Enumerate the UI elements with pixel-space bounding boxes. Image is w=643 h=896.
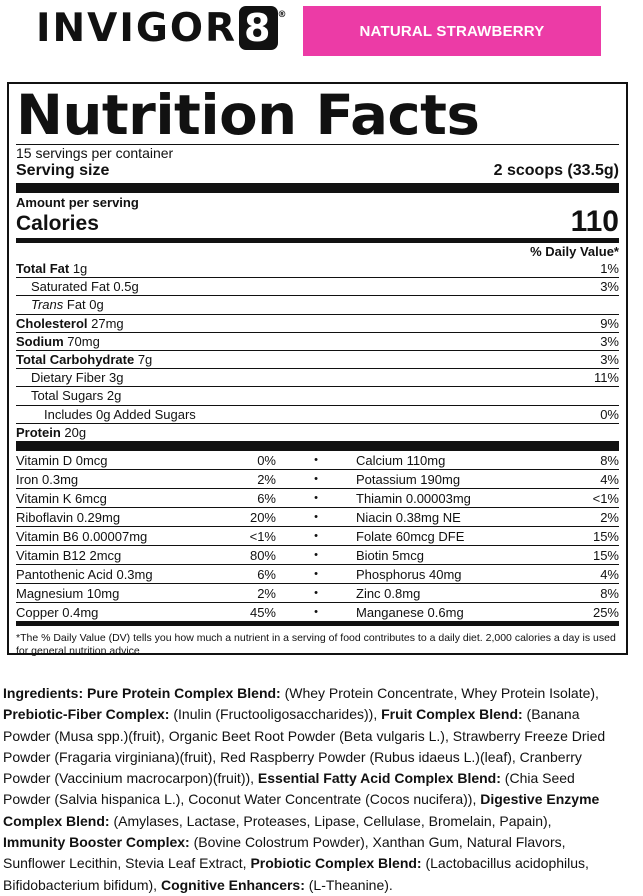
nutrient-amount: 7g	[134, 352, 153, 368]
nutrient-daily-value: 3%	[600, 279, 619, 295]
nutrient-amount: Includes 0g Added Sugars	[44, 406, 196, 422]
brand-logo	[36, 6, 289, 51]
bullet-separator: •	[276, 508, 356, 527]
mineral-daily-value: 4%	[541, 565, 619, 584]
mineral-name: Thiamin 0.00003mg	[356, 489, 541, 508]
ingredient-blend-contents: (Bovine Colostrum Powder), Xanthan Gum, Natural Flavors, Sunflower Lecithin, Stevia Leaf Extract,	[3, 834, 566, 872]
nutrition-facts-title: Nutrition Facts	[16, 83, 480, 147]
nutrient-row	[16, 314, 619, 332]
mineral-name: Zinc 0.8mg	[356, 584, 541, 603]
vitamin-name: Vitamin D 0mcg	[16, 452, 108, 468]
nutrient-amount: 1g	[69, 261, 88, 276]
nutrient-name-italic: Trans	[31, 297, 64, 313]
vitamin-row	[16, 508, 619, 527]
ingredients-text	[3, 683, 608, 896]
ingredient-blend-name: Cognitive Enhancers:	[160, 876, 305, 893]
vitamin-daily-value: 0%	[257, 452, 276, 468]
nutrient-name	[16, 424, 86, 441]
nutrient-daily-value: 9%	[600, 315, 619, 331]
ingredient-blend-name: Probiotic Complex Blend:	[250, 855, 422, 872]
mineral-name: Phosphorus 40mg	[356, 565, 541, 584]
nutrient-amount: Saturated Fat 0.5g	[31, 279, 139, 295]
mineral-name: Folate 60mcg DFE	[356, 527, 541, 546]
nutrient-daily-value: 0%	[600, 406, 619, 422]
vitamin-daily-value: 45%	[216, 603, 276, 622]
nutrient-name	[16, 260, 87, 277]
bullet-separator: •	[276, 565, 356, 584]
mineral-name: Calcium 110mg	[356, 452, 446, 468]
nutrient-row	[16, 332, 619, 350]
mineral-daily-value: 25%	[541, 603, 619, 622]
ingredient-blend-name: Ingredients: Pure Protein Complex Blend:	[3, 685, 281, 701]
nutrient-name-bold: Total Fat	[16, 261, 70, 276]
vitamin-daily-value: 6%	[216, 565, 276, 584]
nutrient-name	[16, 369, 123, 386]
ingredient-blend-name: Prebiotic-Fiber Complex:	[3, 706, 170, 723]
ingredient-blend-contents: (Banana Powder (Musa spp.)(fruit), Organic Beet Root Powder (Beta vulgaris L.), Strawberry Freeze Dried Powder (Fragaria virginiana)(fruit), Red Raspberry Powder (Rubus idaeus L.)(leaf), Cranberry Powder (Vaccinium macrocarpon)(fruit)),	[3, 706, 606, 787]
mineral-daily-value: 2%	[541, 508, 619, 527]
vitamin-name: Vitamin B12 2mcg	[16, 546, 216, 565]
serving-size-value: 2 scoops (33.5g)	[493, 162, 619, 179]
mineral-daily-value: 15%	[541, 527, 619, 546]
daily-value-footnote: *The % Daily Value (DV) tells you how much a nutrient in a serving of food contributes to a daily diet. 2,000 calories a day is used for general nutrition advice	[16, 632, 616, 658]
nutrient-row	[16, 423, 619, 441]
vitamin-row	[16, 470, 619, 489]
mineral-daily-value: 8%	[541, 584, 619, 603]
mineral-name: Manganese 0.6mg	[356, 603, 541, 622]
nutrition-facts-panel	[7, 82, 628, 658]
ingredient-blend-name: Digestive Enzyme Complex Blend:	[3, 791, 600, 829]
bullet-separator: •	[276, 470, 356, 489]
nutrient-name-bold: Cholesterol	[16, 315, 88, 331]
vitamin-row	[16, 527, 619, 546]
vitamin-daily-value: 80%	[216, 546, 276, 565]
serving-size-label: Serving size	[16, 162, 110, 179]
ingredient-blend-contents: (Amylases, Lactase, Proteases, Lipase, Cellulase, Bromelain, Papain),	[109, 812, 552, 829]
nutrient-name-bold: Sodium	[16, 333, 64, 349]
calories-label: Calories	[16, 212, 99, 235]
logo-text: INVIGOR	[36, 6, 238, 51]
nutrient-name	[16, 315, 124, 332]
vitamin-daily-value: <1%	[216, 527, 276, 546]
nutrient-name	[16, 351, 152, 368]
bullet-separator: •	[276, 546, 356, 565]
logo-eight-badge: 8	[239, 6, 277, 50]
ingredient-blend-name: Essential Fatty Acid Complex Blend:	[257, 770, 501, 787]
nutrient-amount: 20g	[60, 424, 87, 440]
vitamins-minerals-table	[16, 451, 619, 621]
calories-row	[16, 205, 619, 238]
vitamin-name: Iron 0.3mg	[16, 470, 216, 489]
vitamin-daily-value: 2%	[216, 470, 276, 489]
serving-size-row	[16, 161, 619, 183]
vitamin-name: Copper 0.4mg	[16, 603, 216, 622]
nutrient-row	[16, 260, 619, 277]
amount-per-serving: Amount per serving	[16, 195, 139, 210]
mineral-name: Potassium 190mg	[356, 470, 541, 489]
mineral-name: Biotin 5mcg	[356, 546, 541, 565]
nutrient-amount: 70mg	[63, 333, 100, 349]
nutrient-name	[16, 406, 196, 423]
ingredient-blend-contents: (Lactobacillus acidophilus, Bifidobacterium bifidum),	[3, 855, 589, 893]
mineral-name: Niacin 0.38mg NE	[356, 508, 541, 527]
vitamin-name: Vitamin K 6mcg	[16, 489, 216, 508]
nutrient-name	[16, 333, 100, 350]
vitamin-daily-value: 6%	[216, 489, 276, 508]
vitamin-row	[16, 451, 619, 470]
nutrient-row	[16, 405, 619, 423]
calories-value: 110	[570, 205, 619, 238]
servings-per-container: 15 servings per container	[16, 145, 174, 161]
bullet-separator: •	[276, 489, 356, 508]
nutrient-name-bold: Total Carbohydrate	[16, 352, 135, 368]
mineral-daily-value: <1%	[541, 489, 619, 508]
nutrient-amount: Fat 0g	[63, 297, 104, 313]
nutrient-name	[16, 296, 104, 313]
nutrient-daily-value: 3%	[600, 352, 619, 368]
registered-mark: ®	[277, 10, 289, 20]
nutrient-row	[16, 368, 619, 386]
bullet-separator: •	[276, 527, 356, 546]
mineral-daily-value: 4%	[541, 470, 619, 489]
vitamin-row	[16, 603, 619, 622]
nutrient-name	[16, 387, 121, 404]
vitamin-name: Vitamin B6 0.00007mg	[16, 527, 216, 546]
nutrient-amount: Dietary Fiber 3g	[31, 370, 124, 386]
thick-divider	[16, 183, 619, 193]
nutrient-name	[16, 278, 139, 295]
daily-value-header: % Daily Value*	[530, 244, 619, 259]
vitamin-name: Magnesium 10mg	[16, 584, 216, 603]
vitamin-row	[16, 565, 619, 584]
nutrient-daily-value: 11%	[593, 370, 619, 386]
thick-divider	[16, 441, 619, 451]
mineral-daily-value: 8%	[600, 452, 619, 468]
flavor-banner: NATURAL STRAWBERRY	[303, 6, 601, 56]
nutrient-amount: Total Sugars 2g	[31, 388, 122, 404]
vitamin-daily-value: 20%	[216, 508, 276, 527]
nutrient-daily-value: 1%	[600, 261, 619, 276]
vitamin-row	[16, 489, 619, 508]
ingredient-blend-name: Immunity Booster Complex:	[3, 834, 190, 851]
vitamin-row	[16, 546, 619, 565]
bullet-separator: •	[276, 584, 356, 603]
nutrient-row	[16, 295, 619, 313]
bullet-separator: •	[276, 603, 356, 622]
nutrient-row	[16, 386, 619, 404]
vitamin-name: Riboflavin 0.29mg	[16, 508, 216, 527]
bullet-separator: •	[314, 454, 318, 467]
nutrient-amount: 27mg	[87, 315, 124, 331]
ingredient-blend-contents: (Whey Protein Concentrate, Whey Protein Isolate),	[280, 685, 599, 701]
ingredient-blend-contents: (L-Theanine).	[304, 876, 393, 893]
vitamin-row	[16, 584, 619, 603]
medium-divider	[16, 621, 619, 626]
nutrients-list	[16, 260, 619, 441]
vitamin-daily-value: 2%	[216, 584, 276, 603]
ingredient-blend-name: Fruit Complex Blend:	[381, 706, 523, 723]
vitamin-name: Pantothenic Acid 0.3mg	[16, 565, 216, 584]
nutrient-row	[16, 277, 619, 295]
ingredient-blend-contents: (Chia Seed Powder (Salvia hispanica L.), Coconut Water Concentrate (Cocos nucifera)),	[3, 770, 575, 808]
brand-header	[0, 0, 643, 68]
nutrient-name-bold: Protein	[16, 424, 61, 440]
ingredient-blend-contents: (Inulin (Fructooligosaccharides)),	[169, 706, 382, 723]
nutrient-row	[16, 350, 619, 368]
nutrient-daily-value: 3%	[600, 333, 619, 349]
mineral-daily-value: 15%	[541, 546, 619, 565]
